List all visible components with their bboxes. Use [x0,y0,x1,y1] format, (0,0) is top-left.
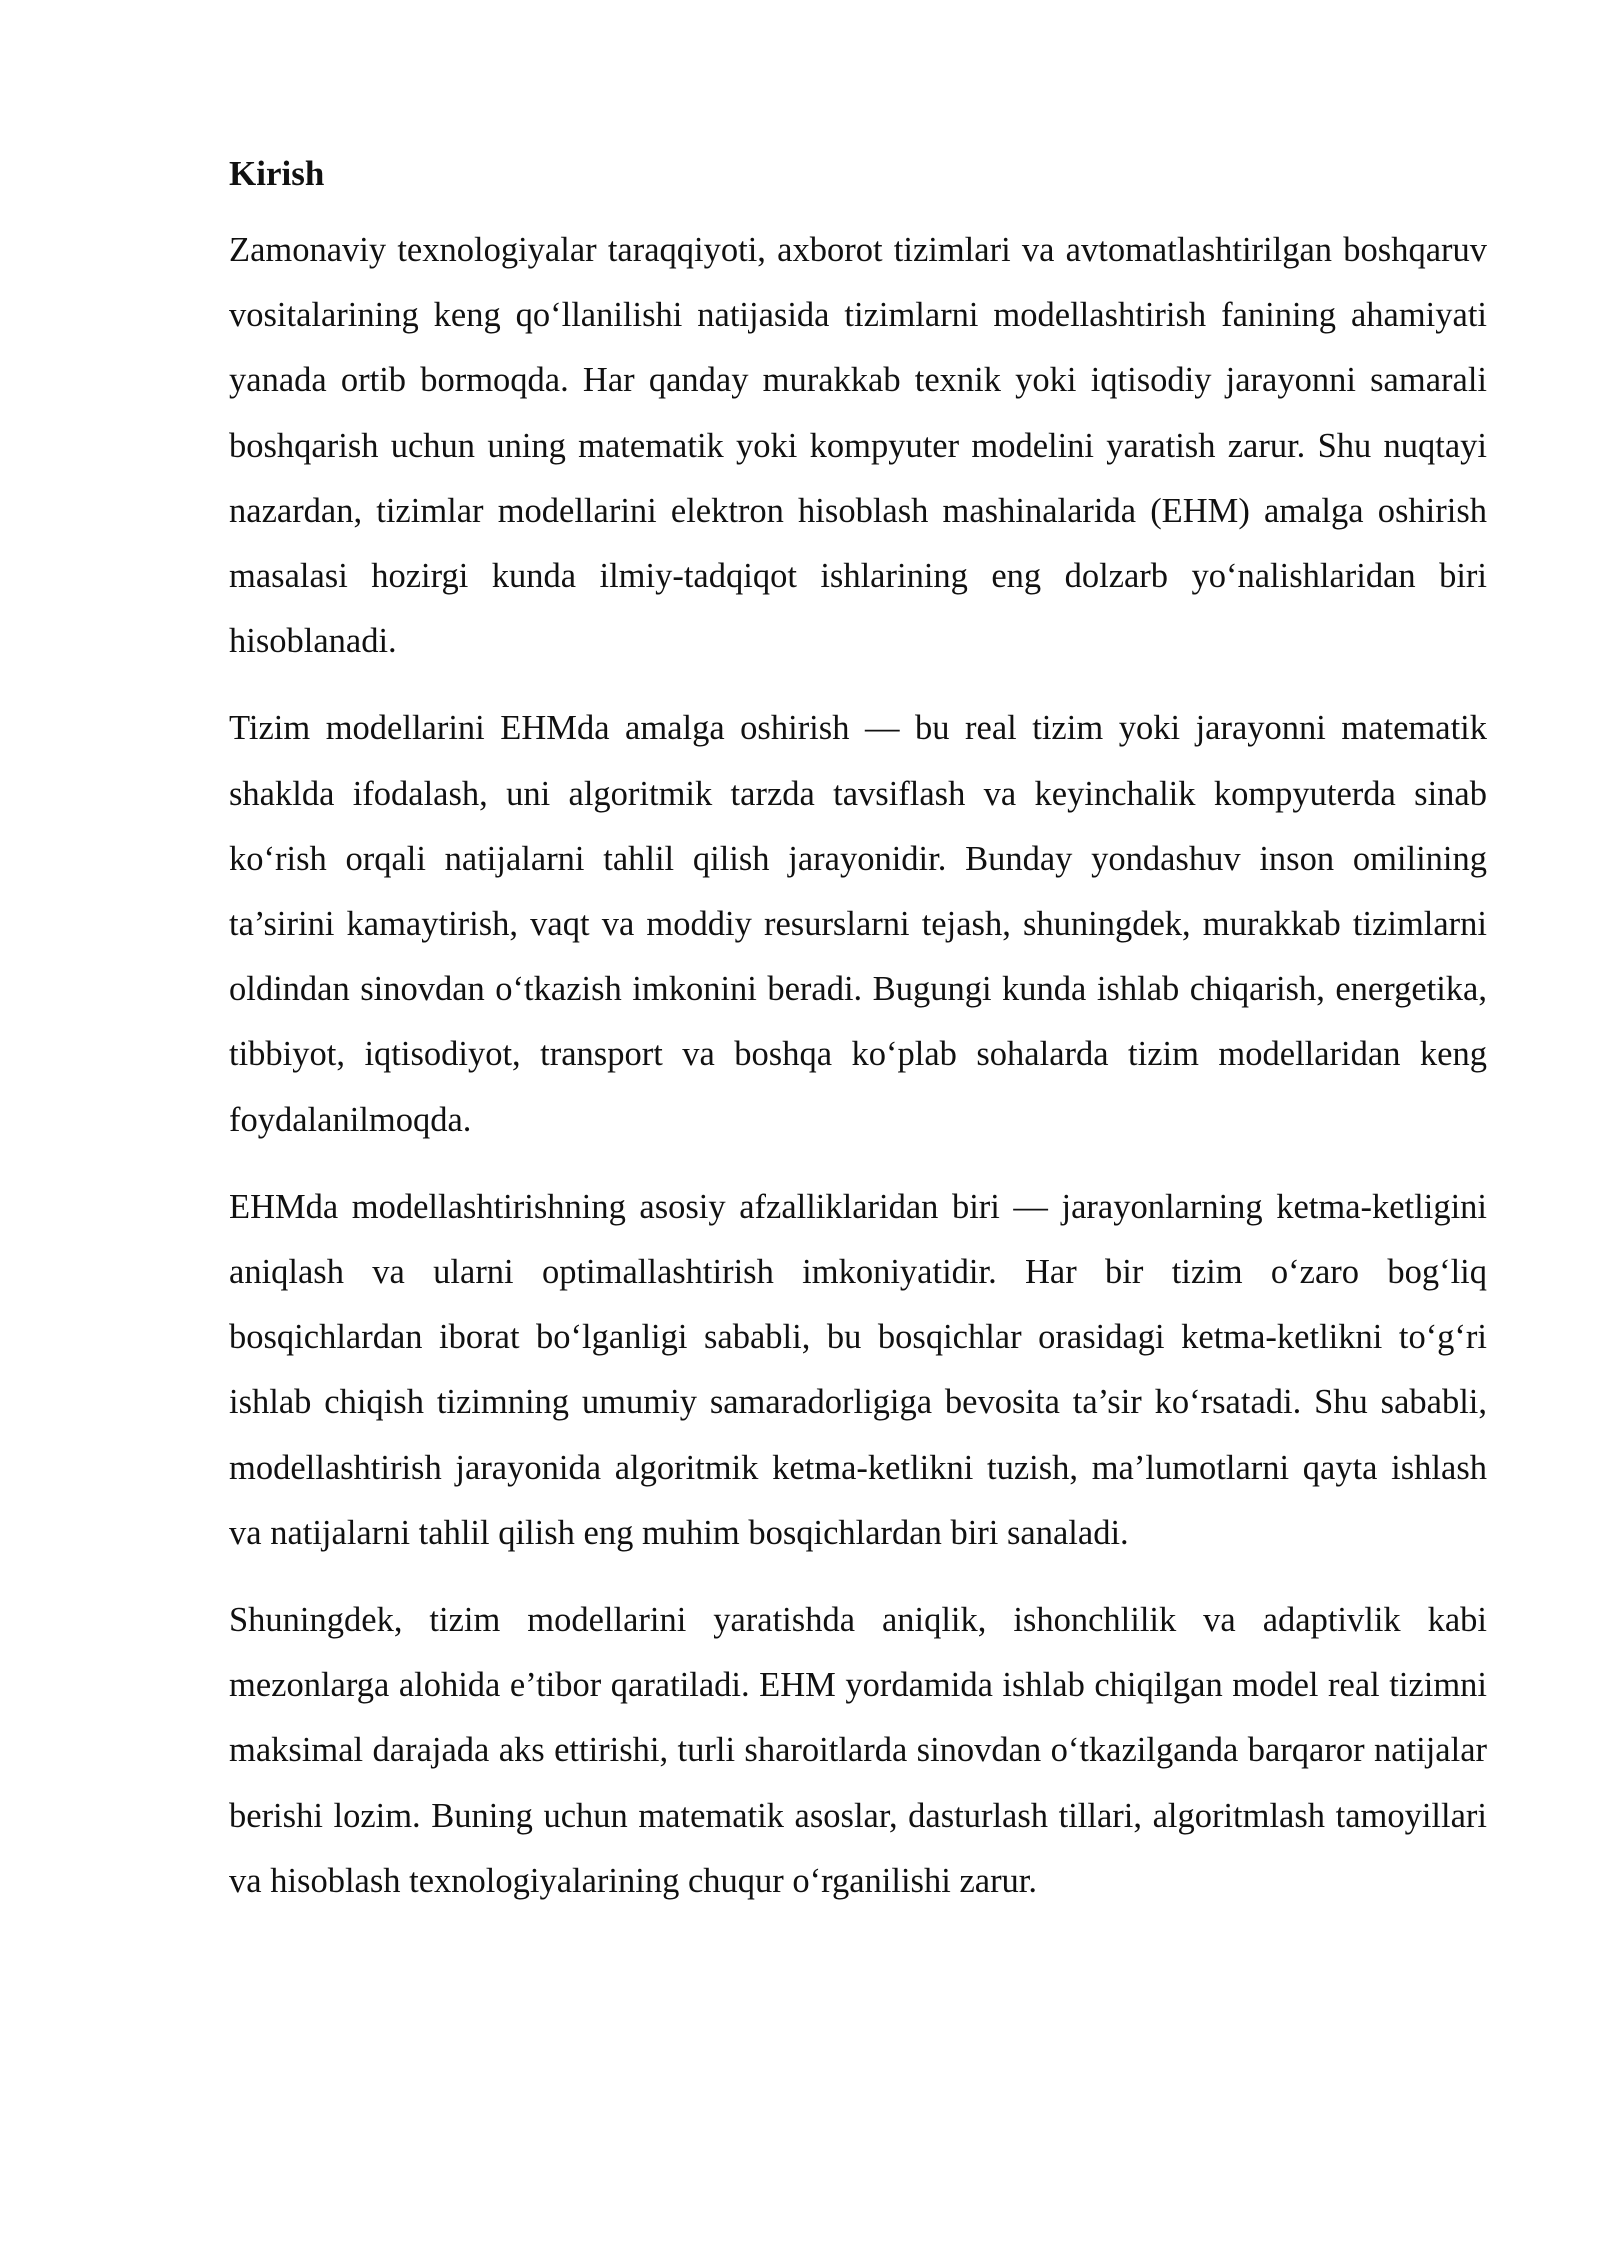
paragraph-3: EHMda modellashtirishning asosiy afzalliklaridan biri — jarayonlarning ketma-ketligini aniqlash va ularni optimallashtirish imkoniyatidir. Har bir tizim o‘zaro bog‘liq bosqichlardan iborat bo‘lganligi sababli, bu bosqichlar orasidagi ketma-ketlikni to‘g‘ri ishlab chiqish tizimning umumiy samaradorligiga bevosita ta’sir ko‘rsatadi. Shu sababli, modellashtirish jarayonida algoritmik ketma-ketlikni tuzish, ma’lumotlarni qayta ishlash va natijalarni tahlil qilish eng muhim bosqichlardan biri sanaladi. [229,1187,1487,1552]
document-body [229,148,1487,1936]
paragraph-2: Tizim modellarini EHMda amalga oshirish — bu real tizim yoki jarayonni matematik shaklda ifodalash, uni algoritmik tarzda tavsiflash va keyinchalik kompyuterda sinab ko‘rish orqali natijalarni tahlil qilish jarayonidir. Bunday yondashuv inson omilining ta’sirini kamaytirish, vaqt va moddiy resurslarni tejash, shuningdek, murakkab tizimlarni oldindan sinovdan o‘tkazish imkonini beradi. Bugungi kunda ishlab chiqarish, energetika, tibbiyot, iqtisodiyot, transport va boshqa ko‘plab sohalarda tizim modellaridan keng foydalanilmoqda. [229,709,1487,1139]
paragraph-4: Shuningdek, tizim modellarini yaratishda aniqlik, ishonchlilik va adaptivlik kabi mezonlarga alohida e’tibor qaratiladi. EHM yordamida ishlab chiqilgan model real tizimni maksimal darajada aks ettirishi, turli sharoitlarda sinovdan o‘tkazilganda barqaror natijalar berishi lozim. Buning uchun matematik asoslar, dasturlash tillari, algoritmlash tamoyillari va hisoblash texnologiyalarining chuqur o‘rganilishi zarur. [229,1601,1487,1900]
paragraph-1: Zamonaviy texnologiyalar taraqqiyoti, axborot tizimlari va avtomatlashtirilgan boshqaruv vositalarining keng qo‘llanilishi natijasida tizimlarni modellashtirish fanining ahamiyati yanada ortib bormoqda. Har qanday murakkab texnik yoki iqtisodiy jarayonni samarali boshqarish uchun uning matematik yoki kompyuter modelini yaratish zarur. Shu nuqtayi nazardan, tizimlar modellarini elektron hisoblash mashinalarida (EHM) amalga oshirish masalasi hozirgi kunda ilmiy-tadqiqot ishlarining eng dolzarb yo‘nalishlaridan biri hisoblanadi. [229,231,1487,661]
section-heading: Kirish [229,154,325,193]
